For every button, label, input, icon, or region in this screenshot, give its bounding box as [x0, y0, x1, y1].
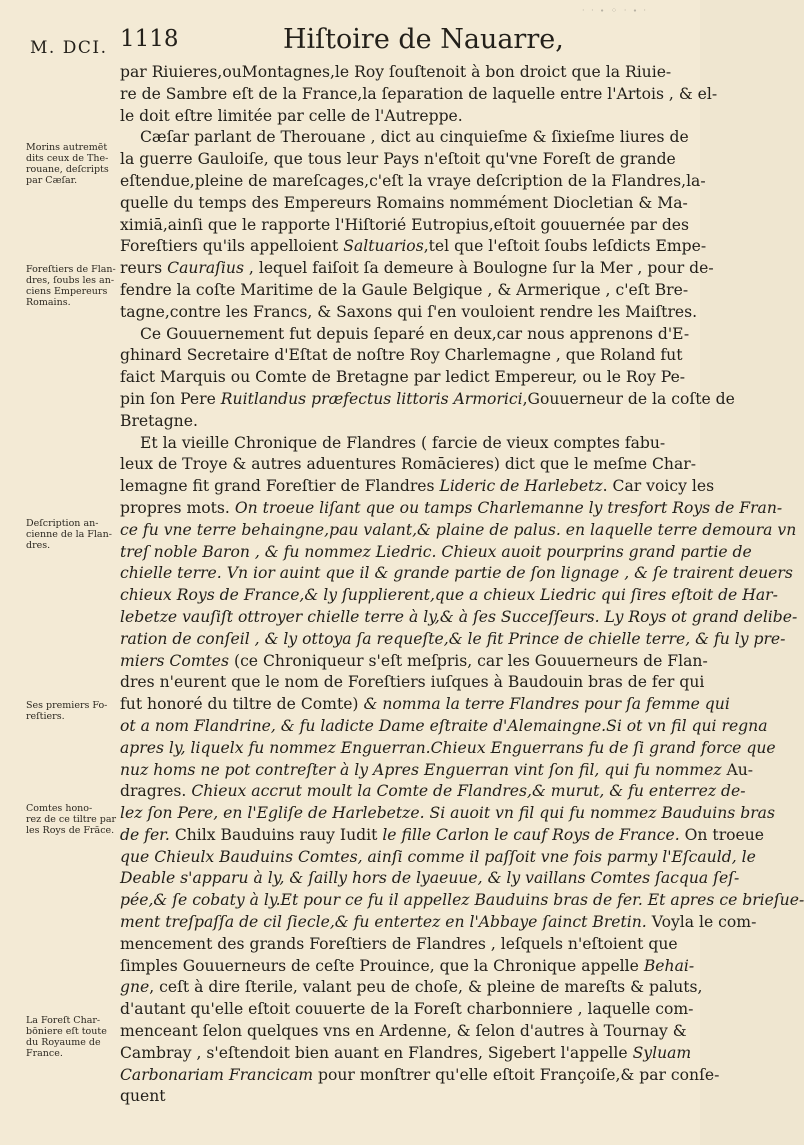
italic-text-run: que Chieulx Bauduins Comtes, ainſi comme il paſſoit vne fois parmy l'Eſcauld, le	[120, 847, 756, 866]
margin-note-line: du Royaume de	[26, 1037, 101, 1048]
text-line	[120, 215, 690, 237]
text-line	[120, 345, 683, 367]
text-line	[120, 302, 698, 324]
margin-note	[26, 518, 116, 551]
text-line	[120, 760, 754, 782]
margin-note-line: bōniere eſt toute	[26, 1026, 107, 1037]
margin-note-line: France.	[26, 1048, 63, 1059]
year-heading: M. DCI.	[30, 38, 108, 58]
text-line	[120, 934, 678, 956]
italic-text-run: chielle terre. Vn ior auint que il & grande partie de ſon lignage , & ſe trairent deuers	[120, 564, 793, 583]
margin-note-line: Deſcription an-	[26, 518, 99, 529]
text-line	[120, 258, 714, 280]
italic-text-run: le fille Carlon le cauf Roys de France.	[382, 825, 680, 844]
margin-note-line: La Foreſt Char-	[26, 1015, 101, 1026]
text-line	[120, 847, 756, 869]
text-run: re de Sambre eſt de la France,la ſeparation de laquelle entre l'Artois , & el-	[120, 84, 718, 103]
text-line	[120, 454, 696, 476]
text-run: tagne,contre les Francs, & Saxons qui ſ'en vouloient rendre les Maiſtres.	[120, 302, 698, 321]
text-line	[120, 1021, 687, 1043]
text-run: faict Marquis ou Comte de Bretagne par ledict Empereur, ou le Roy Pe-	[120, 368, 686, 387]
margin-note-line: rez de ce tiltre par	[26, 814, 117, 825]
text-line	[120, 193, 688, 215]
margin-note-line: cienne de la Flan-	[26, 529, 112, 540]
page-number: 1118	[120, 26, 179, 52]
margin-note-line: rouane, deſcripts	[26, 164, 109, 175]
italic-text-run: miers Comtes	[120, 651, 230, 670]
text-run: menceant ſelon quelques vns en Ardenne, & ſelon d'autres à Tournay &	[120, 1022, 687, 1041]
text-line	[120, 520, 797, 542]
text-line	[120, 542, 752, 564]
text-run: ſimples Gouuerneurs de ceſte Prouince, que la Chronique appelle	[120, 956, 644, 975]
margin-note-line: Foreſtiers de Flan-	[26, 264, 116, 275]
text-run: fendre la coſte Maritime de la Gaule Belgique , & Armerique , c'eſt Bre-	[120, 280, 689, 299]
text-line	[120, 84, 718, 106]
italic-text-run: nuz homs ne pot contreſter à ly Apres Enguerran vint ſon fil, qui fu nommez	[120, 760, 727, 779]
italic-text-run: Lideric de Harlebetz	[439, 477, 603, 496]
text-run: reurs	[120, 259, 168, 278]
text-run: (ce Chroniqueur s'eſt meſpris, car les Gouuerneurs de Flan-	[229, 651, 708, 670]
text-run: Bretagne.	[120, 411, 198, 430]
margin-note-line: ciens Empereurs	[26, 286, 108, 297]
margin-note	[26, 700, 116, 722]
text-run: ,Gouuerneur de la coſte de	[522, 389, 735, 408]
text-run: On troeue	[679, 825, 765, 844]
text-line	[120, 716, 768, 738]
text-run: dres n'eurent que le nom de Foreſtiers iuſques à Baudouin bras de fer qui	[120, 673, 705, 692]
text-line	[120, 433, 666, 455]
text-line	[120, 1043, 692, 1065]
italic-text-run: lez ſon Pere, en l'Egliſe de Harlebetze. Si auoit vn fil qui fu nommez Bauduins bras	[120, 804, 775, 823]
margin-note-line: Morins autremēt	[26, 142, 108, 153]
italic-text-run: Deable s'apparu à ly, & ſailly hors de lyaeuue, & ly vaillans Comtes ſacqua ſeſ-	[120, 869, 740, 888]
italic-text-run: Cauraſius	[167, 259, 244, 278]
text-line	[120, 476, 715, 498]
text-line	[120, 563, 793, 585]
text-run: d'autant qu'elle eſtoit couuerte de la Foreſt charbonniere , laquelle com-	[120, 1000, 694, 1019]
text-run: Chilx Bauduins rauy Iudit	[169, 825, 383, 844]
text-run: Cambray , s'eſtendoit bien auant en Flandres, Sigebert l'appelle	[120, 1043, 633, 1062]
text-run: par Riuieres,ouMontagnes,le Roy ſouſtenoit à bon droict que la Riuie-	[120, 63, 672, 81]
text-line	[120, 956, 695, 978]
text-line	[120, 977, 703, 999]
italic-text-run: ration de conſeil , & ly ottoya ſa requeſte,& le fit Prince de chielle terre, & fu ly pre-	[120, 629, 786, 648]
text-run: la guerre Gauloiſe, que tous leur Pays n'eſtoit qu'vne Foreſt de grande	[120, 150, 676, 169]
text-run: Foreſtiers qu'ils appelloient	[120, 237, 344, 256]
margin-note-line: dres.	[26, 540, 51, 551]
italic-text-run: Saltuarios	[343, 237, 424, 256]
text-run: Ce Gouuernement fut depuis ſeparé en deux,car nous apprenons d'E-	[140, 324, 690, 343]
text-line	[120, 738, 776, 760]
text-line	[120, 411, 660, 433]
margin-note-line: dits ceux de The-	[26, 153, 109, 164]
margin-note-line: dres, ſoubs les an-	[26, 275, 115, 286]
italic-text-run: gne	[120, 978, 150, 997]
text-line	[120, 149, 676, 171]
margin-note	[26, 264, 116, 308]
italic-text-run: & nomma la terre Flandres pour ſa femme qui	[363, 695, 730, 714]
text-line	[120, 498, 783, 520]
text-line	[120, 367, 686, 389]
margin-note-line: reſtiers.	[26, 711, 65, 722]
ink-bleed-decoration: · · ∙ ⁘ · ∙ ·	[582, 6, 648, 15]
main-text	[120, 62, 804, 1108]
text-run: Cæſar parlant de Therouane , dict au cinquieſme & ſixieſme liures de	[140, 128, 689, 147]
text-line	[120, 171, 706, 193]
text-line	[120, 803, 775, 825]
text-line	[120, 62, 672, 84]
text-line	[120, 825, 765, 847]
margin-note-line: Comtes hono-	[26, 803, 93, 814]
margin-note	[26, 803, 116, 836]
text-run: lemagne fit grand Foreſtier de Flandres	[120, 477, 440, 496]
text-run: Voyla le com-	[646, 913, 757, 932]
text-run: Et la vieille Chronique de Flandres ( farcie de vieux comptes fabu-	[140, 433, 666, 452]
text-run: ghinard Secretaire d'Eſtat de noſtre Roy Charlemagne , que Roland fut	[120, 346, 683, 365]
italic-text-run: Carbonariam Francicam	[120, 1065, 314, 1084]
text-line	[120, 694, 730, 716]
text-run: , lequel faiſoit ſa demeure à Boulogne ſur la Mer , pour de-	[243, 259, 714, 278]
italic-text-run: ment treſpaſſa de cil ſiecle,& fu entertez en l'Abbaye ſainct Bretin.	[120, 913, 647, 932]
margin-note	[26, 142, 116, 186]
italic-text-run: chieux Roys de France,& ly ſupplierent,que a chieux Liedric qui ſires eſtoit de Har-	[120, 586, 778, 605]
text-run: fut honoré du tiltre de Comte)	[120, 695, 364, 714]
text-line	[120, 1065, 720, 1087]
margin-note-line: Romains.	[26, 297, 71, 308]
text-line	[120, 672, 705, 694]
text-line	[120, 106, 660, 128]
italic-text-run: Syluam	[632, 1043, 692, 1062]
italic-text-run: de fer.	[120, 825, 170, 844]
text-line	[120, 389, 735, 411]
text-line	[120, 1086, 660, 1108]
italic-text-run: ce fu vne terre behaingne,pau valant,& plaine de palus. en laquelle terre demoura vn	[120, 520, 797, 539]
italic-text-run: apres ly, liquelx fu nommez Enguerran.Chieux Enguerrans fu de ſi grand force que	[120, 738, 776, 757]
running-title: Hiſtoire de Nauarre,	[283, 24, 564, 55]
text-line	[120, 999, 694, 1021]
text-run: pour monſtrer qu'elle eſtoit Françoiſe,& par conſe-	[313, 1065, 720, 1084]
text-run: dragres.	[120, 782, 192, 801]
text-run: leux de Troye & autres aduentures Romācieres) dict que le meſme Char-	[120, 455, 696, 474]
text-line	[120, 651, 708, 673]
italic-text-run: Chieux accrut moult la Comte de Flandres,& murut, & fu enterrez de-	[191, 782, 746, 801]
text-run: ,tel que l'eſtoit ſoubs leſdicts Empe-	[423, 237, 707, 256]
italic-text-run: On troeue liſant que ou tamps Charlemanne ly tresfort Roys de Fran-	[234, 498, 783, 517]
text-run: ximiā,ainſi que le rapporte l'Hiſtorié Eutropius,eſtoit gouuernée par des	[120, 215, 690, 234]
text-run: Au-	[726, 760, 754, 779]
italic-text-run: Ruitlandus præfectus littoris Armorici	[220, 389, 523, 408]
text-run: quent	[120, 1087, 166, 1106]
text-line	[120, 868, 740, 890]
text-run: le doit eſtre limitée par celle de l'Autreppe.	[120, 106, 463, 125]
text-run: propres mots.	[120, 498, 235, 517]
text-run: mencement des grands Foreſtiers de Flandres , leſquels n'eſtoient que	[120, 934, 678, 953]
text-line	[120, 607, 798, 629]
text-run: , ceſt à dire ſterile, valant peu de choſe, & pleine de mareſts & paluts,	[149, 978, 703, 997]
text-line	[120, 890, 804, 912]
text-line	[120, 912, 757, 934]
text-run: quelle du temps des Empereurs Romains nommément Diocletian & Ma-	[120, 193, 688, 212]
text-line	[120, 629, 786, 651]
text-line	[120, 781, 746, 803]
margin-note-line: Ses premiers Fo-	[26, 700, 108, 711]
text-run: pin ſon Pere	[120, 389, 221, 408]
text-line	[120, 236, 707, 258]
text-line	[120, 585, 778, 607]
text-run: eſtendue,pleine de mareſcages,c'eſt la vraye deſcription de la Flandres,la-	[120, 171, 706, 190]
margin-note	[26, 1015, 116, 1059]
text-line	[120, 280, 689, 302]
italic-text-run: treſ noble Baron , & fu nommez Liedric. Chieux auoit pourprins grand partie de	[120, 542, 752, 561]
italic-text-run: lebetze vauſiſt ottroyer chielle terre à ly,& à ſes Succeſſeurs. Ly Roys ot grand delibe-	[120, 607, 798, 626]
italic-text-run: pée,& ſe cobaty à ly.Et pour ce fu il appellez Bauduins bras de fer. Et apres ce brieſue-	[120, 891, 804, 910]
margin-note-line: les Roys de Frāce.	[26, 825, 115, 836]
text-line	[120, 324, 690, 346]
text-run: . Car voicy les	[602, 477, 715, 496]
margin-note-line: par Cæſar.	[26, 175, 78, 186]
italic-text-run: ot a nom Flandrine, & fu ladicte Dame eſtraite d'Alemaingne.Si ot vn fil qui regna	[120, 716, 768, 735]
italic-text-run: Behai-	[643, 956, 695, 975]
text-line	[120, 127, 689, 149]
